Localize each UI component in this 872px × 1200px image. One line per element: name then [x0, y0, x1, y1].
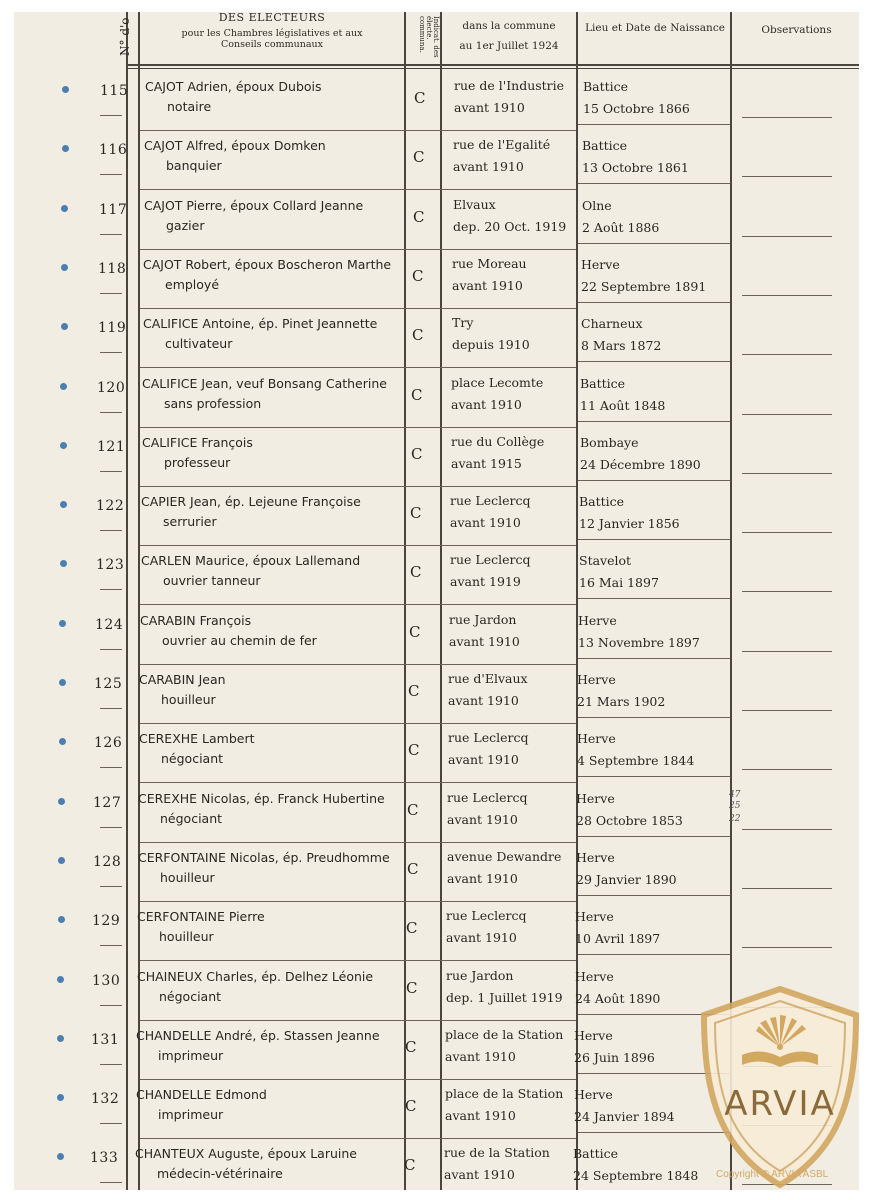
elector-name: CAJOT Robert, époux Boscheron Marthe [143, 256, 392, 272]
elector-name: CALIFICE Jean, veuf Bonsang Catherine [142, 375, 387, 391]
number-rule [100, 649, 122, 650]
logo-text: ARVIA [724, 1084, 836, 1124]
observation-rule [742, 829, 832, 830]
row-rule-birth [578, 836, 730, 837]
ink-dot-mark [60, 560, 67, 567]
number-rule [100, 589, 122, 590]
birth-date: 22 Septembre 1891 [581, 278, 707, 294]
electeurs-title: DES ÉLECTEURS [218, 12, 326, 24]
indication-header: Indicat. des électe. communa. [418, 16, 440, 58]
commune-since: dep. 1 Juillet 1919 [446, 989, 563, 1005]
observations-header: Observations [761, 24, 832, 36]
commune-header-1: dans la commune [462, 20, 556, 32]
number-rule [100, 471, 122, 472]
elector-name: CARLEN Maurice, époux Lallemand [141, 553, 361, 569]
electoral-code: C [410, 504, 422, 523]
commune-since: avant 1910 [452, 277, 523, 293]
register-row [14, 369, 859, 428]
row-rule-birth [578, 302, 730, 303]
birth-date: 28 Octobre 1853 [576, 812, 683, 828]
row-rule-birth [578, 361, 730, 362]
register-row [14, 843, 859, 902]
electoral-code: C [414, 89, 426, 107]
electoral-code: C [413, 148, 425, 167]
birth-date: 10 Avril 1897 [575, 931, 661, 947]
number-rule [100, 293, 122, 294]
number-rule [100, 1064, 122, 1065]
commune-address: rue Jardon [449, 611, 517, 627]
observation-note-3: 22 [729, 814, 741, 824]
elector-profession: sans profession [164, 395, 262, 411]
ink-dot-mark [57, 1153, 64, 1160]
elector-profession: serrurier [163, 514, 217, 530]
ink-dot-mark [58, 857, 65, 864]
observation-rule [742, 295, 832, 296]
elector-name: CAJOT Pierre, époux Collard Jeanne [144, 197, 364, 213]
commune-since: avant 1910 [451, 396, 522, 412]
row-rule-birth [578, 243, 730, 244]
elector-name: CEREXHE Nicolas, ép. Franck Hubertine [138, 790, 385, 806]
elector-profession: notaire [167, 99, 212, 114]
elector-profession: négociant [159, 988, 222, 1004]
commune-since: depuis 1910 [452, 337, 530, 353]
birth-place: Herve [575, 909, 614, 925]
elector-profession: houilleur [159, 929, 214, 945]
elector-profession: ouvrier au chemin de fer [162, 632, 317, 648]
elector-profession: cultivateur [165, 336, 233, 352]
electoral-code: C [405, 1037, 417, 1056]
commune-address: rue Moreau [452, 255, 527, 271]
observation-rule [742, 117, 832, 118]
register-row [14, 665, 859, 724]
elector-name: CHANTEUX Auguste, époux Laruine [135, 1146, 357, 1162]
birth-place: Herve [576, 790, 615, 806]
commune-since: dep. 20 Oct. 1919 [453, 218, 567, 234]
elector-name: CAJOT Adrien, époux Dubois [145, 79, 322, 94]
commune-address: rue Jardon [446, 967, 514, 983]
number-rule [100, 115, 122, 116]
birth-place: Olne [582, 197, 612, 213]
row-number: 131 [91, 1031, 120, 1048]
elector-name: CEREXHE Lambert [139, 731, 255, 747]
elector-name: CERFONTAINE Pierre [137, 909, 265, 925]
observation-rule [742, 947, 832, 948]
register-row [14, 487, 859, 546]
elector-profession: imprimeur [158, 1107, 224, 1123]
electoral-code: C [408, 682, 420, 700]
row-rule-birth [578, 421, 730, 422]
observation-rule [742, 651, 832, 652]
birth-place: Battice [579, 494, 625, 510]
elector-name: CALIFICE Antoine, ép. Pinet Jeannette [143, 316, 378, 332]
electoral-code: C [413, 207, 425, 226]
observation-rule [742, 888, 832, 889]
birth-date: 24 Septembre 1848 [573, 1168, 699, 1184]
elector-name: CHAINEUX Charles, ép. Delhez Léonie [137, 968, 374, 984]
ink-dot-mark [59, 738, 66, 745]
commune-address: rue de l'Egalité [453, 137, 551, 153]
row-number: 130 [92, 972, 121, 989]
birth-date: 13 Novembre 1897 [578, 634, 700, 650]
number-rule [100, 174, 122, 175]
row-number: 124 [95, 616, 124, 633]
commune-address: place de la Station [445, 1026, 564, 1042]
electoral-code: C [406, 978, 418, 997]
commune-since: avant 1910 [447, 870, 518, 886]
ink-dot-mark [58, 916, 65, 923]
ink-dot-mark [60, 383, 67, 390]
elector-profession: employé [165, 276, 220, 292]
ink-dot-mark [61, 323, 68, 330]
elector-profession: médecin-vétérinaire [157, 1166, 283, 1182]
electoral-code: C [408, 741, 420, 760]
register-row [14, 309, 859, 368]
commune-since: avant 1910 [450, 515, 521, 531]
row-number: 132 [91, 1091, 120, 1108]
row-rule-birth [578, 598, 730, 599]
commune-address: rue de l'Industrie [454, 78, 565, 93]
row-number: 127 [93, 794, 122, 811]
electoral-code: C [411, 444, 423, 463]
birth-date: 13 Octobre 1861 [582, 160, 689, 176]
birth-place: Battice [582, 138, 628, 154]
birth-date: 16 Mai 1897 [579, 575, 659, 591]
number-rule [100, 1123, 122, 1124]
elector-profession: imprimeur [158, 1047, 224, 1063]
commune-address: Try [452, 315, 474, 331]
commune-address: place de la Station [445, 1086, 564, 1102]
num-column-header: N° d'o [118, 17, 132, 56]
birth-place: Herve [574, 1027, 613, 1043]
copyright-notice: Copyright © ARVIA ASBL [716, 1169, 829, 1180]
commune-since: avant 1910 [453, 159, 524, 175]
header-rule-2 [126, 68, 859, 69]
birth-date: 24 Décembre 1890 [580, 456, 701, 472]
commune-address: rue d'Elvaux [448, 671, 528, 686]
row-rule-birth [578, 717, 730, 718]
elector-profession: négociant [160, 810, 223, 826]
observation-rule [742, 710, 832, 711]
elector-name: CHANDELLE André, ép. Stassen Jeanne [136, 1027, 380, 1043]
elector-profession: houilleur [160, 869, 215, 885]
commune-header-2: au 1er Juillet 1924 [459, 40, 559, 52]
row-rule-birth [578, 183, 730, 184]
row-number: 122 [96, 498, 125, 515]
electoral-code: C [406, 919, 418, 938]
row-number: 133 [90, 1150, 119, 1167]
birth-place: Herve [577, 672, 616, 687]
commune-address: rue Leclercq [447, 789, 528, 805]
birth-place: Battice [573, 1146, 619, 1162]
commune-since: avant 1910 [446, 930, 517, 946]
electoral-code: C [407, 800, 419, 819]
electeurs-subtitle-2: Conseils communaux [220, 39, 323, 50]
ink-dot-mark [59, 679, 66, 686]
electoral-code: C [411, 385, 423, 404]
birth-place: Battice [583, 79, 629, 94]
number-rule [100, 352, 122, 353]
birth-date: 24 Août 1890 [575, 990, 661, 1006]
row-number: 116 [99, 142, 128, 159]
observation-note-1: 47 [729, 790, 741, 800]
birth-place: Charneux [581, 316, 643, 332]
birth-date: 26 Juin 1896 [574, 1049, 655, 1065]
row-number: 115 [100, 83, 129, 99]
number-rule [100, 530, 122, 531]
birth-date: 24 Janvier 1894 [574, 1109, 675, 1125]
commune-since: avant 1910 [449, 633, 520, 649]
observation-rule [742, 769, 832, 770]
birth-date: 8 Mars 1872 [581, 338, 662, 354]
elector-name: CARABIN François [140, 612, 252, 628]
ink-dot-mark [62, 145, 69, 152]
birth-place: Herve [581, 256, 620, 272]
commune-since: avant 1910 [448, 693, 519, 708]
commune-since: avant 1910 [447, 811, 518, 827]
elector-name: CERFONTAINE Nicolas, ép. Preudhomme [138, 849, 390, 865]
row-rule-birth [578, 539, 730, 540]
commune-address: rue du Collège [451, 433, 545, 449]
birth-date: 11 Août 1848 [580, 397, 666, 413]
row-rule-birth [578, 480, 730, 481]
electoral-code: C [407, 859, 419, 878]
birth-place: Herve [576, 849, 615, 865]
register-row [14, 131, 859, 190]
row-number: 118 [98, 260, 127, 277]
birth-date: 4 Septembre 1844 [577, 753, 695, 769]
header-rule-1 [126, 64, 859, 66]
electoral-code: C [404, 1156, 416, 1175]
birth-date: 12 Janvier 1856 [579, 516, 680, 532]
elector-profession: gazier [166, 217, 205, 233]
observation-rule [742, 354, 832, 355]
commune-address: place Lecomte [451, 374, 544, 390]
observation-note-2: 25 [729, 801, 741, 811]
ink-dot-mark [61, 264, 68, 271]
ink-dot-mark [57, 976, 64, 983]
observation-rule [742, 414, 832, 415]
number-rule [100, 767, 122, 768]
observation-rule [742, 473, 832, 474]
register-row [14, 191, 859, 250]
ink-dot-mark [58, 798, 65, 805]
elector-profession: professeur [164, 454, 231, 470]
electeurs-subtitle-1: pour les Chambres législatives et aux [181, 28, 363, 39]
birth-date: 15 Octobre 1866 [583, 101, 690, 116]
birth-place: Herve [575, 968, 614, 984]
number-rule [100, 1005, 122, 1006]
birth-date: 29 Janvier 1890 [576, 871, 677, 887]
row-rule-birth [578, 776, 730, 777]
register-row [14, 902, 859, 961]
commune-address: rue Leclercq [446, 908, 527, 924]
number-rule [100, 827, 122, 828]
ink-dot-mark [57, 1094, 64, 1101]
elector-name: CAPIER Jean, ép. Lejeune Françoise [141, 494, 361, 510]
birth-date: 2 Août 1886 [582, 219, 660, 235]
ink-dot-mark [62, 86, 69, 93]
row-number: 126 [94, 735, 123, 752]
ink-dot-mark [57, 1035, 64, 1042]
row-rule-birth [578, 954, 730, 955]
row-number: 125 [94, 676, 123, 692]
register-row [14, 250, 859, 309]
register-row [14, 606, 859, 665]
observation-rule [742, 532, 832, 533]
row-rule-birth [578, 124, 730, 125]
commune-since: avant 1915 [451, 455, 522, 471]
number-rule [100, 945, 122, 946]
ink-dot-mark [59, 620, 66, 627]
electoral-code: C [405, 1097, 417, 1116]
row-rule-birth [578, 895, 730, 896]
elector-profession: ouvrier tanneur [163, 573, 261, 589]
observation-rule [742, 236, 832, 237]
commune-address: avenue Dewandre [447, 848, 562, 864]
commune-address: rue Leclercq [450, 493, 531, 509]
number-rule [100, 708, 122, 709]
naissance-header: Lieu et Date de Naissance [585, 22, 725, 34]
row-number: 129 [92, 913, 121, 930]
number-rule [100, 234, 122, 235]
observation-rule [742, 176, 832, 177]
birth-place: Bombaye [580, 434, 639, 450]
birth-place: Herve [577, 731, 616, 747]
row-number: 123 [96, 557, 125, 574]
birth-place: Herve [574, 1087, 613, 1103]
birth-place: Battice [580, 375, 626, 391]
electoral-code: C [409, 622, 421, 641]
commune-since: avant 1910 [444, 1167, 515, 1183]
electoral-code: C [412, 326, 424, 345]
elector-name: CAJOT Alfred, époux Domken [144, 138, 326, 154]
row-number: 119 [98, 320, 127, 337]
number-rule [100, 886, 122, 887]
ink-dot-mark [61, 205, 68, 212]
ink-dot-mark [60, 501, 67, 508]
elector-name: CHANDELLE Edmond [136, 1087, 267, 1103]
register-row [14, 72, 859, 131]
row-number: 120 [97, 379, 126, 396]
commune-address: rue Leclercq [448, 730, 529, 746]
commune-since: avant 1910 [448, 752, 519, 768]
row-number: 128 [93, 853, 122, 870]
number-rule [100, 412, 122, 413]
elector-profession: banquier [166, 158, 222, 174]
arvia-logo [700, 985, 860, 1190]
register-row [14, 428, 859, 487]
birth-place: Herve [578, 612, 617, 628]
register-row [14, 546, 859, 605]
observation-rule [742, 591, 832, 592]
commune-since: avant 1910 [445, 1048, 516, 1064]
birth-place: Stavelot [579, 553, 632, 569]
commune-address: rue de la Station [444, 1145, 550, 1161]
elector-profession: houilleur [161, 692, 216, 707]
row-rule-birth [578, 658, 730, 659]
commune-since: avant 1919 [450, 574, 521, 590]
elector-name: CARABIN Jean [139, 672, 226, 687]
elector-profession: négociant [161, 751, 224, 767]
electoral-code: C [410, 563, 422, 582]
ink-dot-mark [60, 442, 67, 449]
electoral-code: C [412, 266, 424, 285]
elector-name: CALIFICE François [142, 434, 253, 450]
number-rule [100, 1182, 122, 1183]
birth-date: 21 Mars 1902 [577, 694, 666, 709]
commune-address: rue Leclercq [450, 552, 531, 568]
commune-since: avant 1910 [445, 1108, 516, 1124]
register-row [14, 724, 859, 783]
commune-address: Elvaux [453, 196, 496, 212]
row-number: 121 [97, 438, 126, 455]
row-number: 117 [99, 201, 128, 218]
commune-since: avant 1910 [454, 100, 525, 115]
